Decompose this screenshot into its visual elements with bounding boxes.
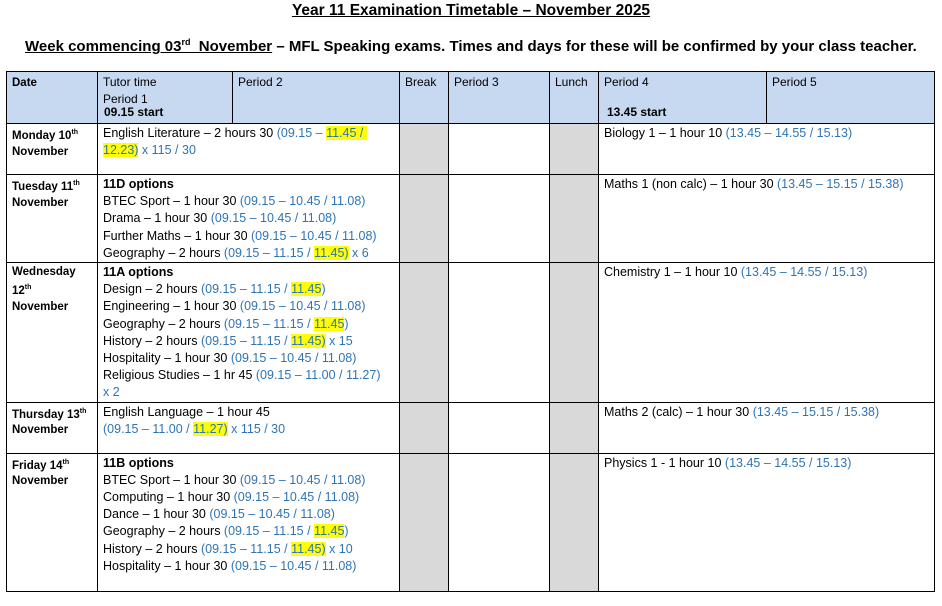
morning-exams	[98, 402, 400, 453]
exam-line	[103, 281, 394, 298]
day-row	[7, 402, 935, 453]
exam-end-time-highlight: 11.45 /	[326, 126, 367, 140]
exam-line	[103, 367, 394, 384]
exam-line	[103, 350, 394, 367]
header-lunch: Lunch	[550, 72, 599, 124]
exam-times: (09.15 – 11.15 /	[223, 524, 315, 539]
exam-line	[103, 489, 394, 506]
exam-subject: English Language – 1 hour 45	[103, 404, 270, 419]
exam-subject: Physics 1 - 1 hour 10	[604, 455, 725, 470]
exam-times: x 2	[103, 385, 120, 400]
exam-times: (13.45 – 14.55 / 15.13)	[740, 265, 868, 280]
day-name: Thursday 13	[12, 408, 80, 421]
day-row	[7, 263, 935, 403]
exam-line	[103, 472, 394, 489]
exam-subject: Biology 1 – 1 hour 10	[604, 126, 726, 140]
exam-line	[103, 421, 394, 438]
date-cell	[7, 124, 98, 175]
exam-times: (09.15 – 10.45 / 11.08)	[209, 507, 335, 522]
week-sup: rd	[181, 37, 191, 47]
exam-times: (09.15 – 11.15 /	[200, 541, 292, 556]
exam-subject: English Literature – 2 hours 30	[103, 126, 277, 140]
exam-end-time-highlight: 11.27)	[193, 421, 228, 436]
period3-cell	[449, 175, 550, 263]
exam-times: )	[321, 282, 326, 297]
exam-line	[103, 125, 394, 142]
exam-end-time-highlight: 12.23)	[103, 143, 139, 158]
day-month: November	[12, 145, 69, 158]
exam-subject: Geography – 2 hours	[103, 524, 224, 539]
break-cell	[400, 124, 449, 175]
exam-times: (09.15 –	[276, 126, 327, 140]
exam-times: (09.15 – 10.45 / 11.08)	[239, 472, 366, 487]
exam-subject: Dance – 1 hour 30	[103, 507, 210, 522]
morning-exams	[98, 453, 400, 591]
exam-subject: Chemistry 1 – 1 hour 10	[604, 265, 741, 280]
day-month: November	[12, 424, 69, 437]
exam-times: (09.15 – 11.15 /	[200, 333, 292, 348]
afternoon-exams	[599, 402, 935, 453]
option-title: 11B options	[103, 455, 174, 470]
exam-times: (09.15 – 10.45 / 11.08)	[230, 558, 357, 573]
date-cell	[7, 453, 98, 591]
lunch-cell	[550, 175, 599, 263]
day-sup: th	[73, 180, 80, 187]
exam-line	[103, 384, 394, 401]
afternoon-exams	[599, 453, 935, 591]
day-sup: th	[79, 407, 87, 415]
lunch-cell	[550, 453, 599, 591]
day-month: November	[12, 300, 69, 313]
option-title: 11D options	[103, 177, 174, 191]
exam-subject: Maths 1 (non calc) – 1 hour 30	[604, 177, 778, 191]
exam-times: (13.45 – 15.15 / 15.38)	[777, 177, 904, 191]
exam-times: x 115 / 30	[138, 143, 196, 158]
exam-times: (09.15 – 11.15 /	[223, 316, 315, 331]
exam-times: x 15	[325, 333, 353, 348]
p4-start: 13.45 start	[607, 105, 667, 119]
header-period4: Period 4	[599, 72, 767, 124]
exam-subject: Maths 2 (calc) – 1 hour 30	[604, 404, 753, 419]
exam-subject: History – 2 hours	[103, 541, 201, 556]
afternoon-exams	[599, 124, 935, 175]
afternoon-exams	[599, 175, 935, 263]
date-cell	[7, 263, 98, 403]
exam-line	[103, 558, 394, 575]
day-name: Friday 14	[12, 459, 63, 472]
exam-subject: History – 2 hours	[103, 333, 201, 348]
exam-line	[103, 210, 394, 227]
exam-line	[103, 298, 394, 315]
header-period1: Period 1	[103, 92, 148, 107]
period3-cell	[449, 124, 550, 175]
day-name: Monday 10	[12, 129, 72, 142]
morning-exams	[98, 175, 400, 263]
exam-end-time-highlight: 11.45	[291, 282, 322, 297]
day-sup: th	[24, 284, 32, 292]
exam-times: (13.45 – 15.15 / 15.38)	[752, 404, 880, 419]
exam-end-time-highlight: 11.45)	[314, 245, 349, 260]
day-name: Wednesday	[12, 266, 76, 279]
afternoon-exams	[599, 263, 935, 403]
exam-line	[103, 316, 394, 333]
exam-end-time-highlight: 11.45)	[291, 541, 326, 556]
header-tutor-time: Tutor time	[103, 75, 157, 89]
header-period3: Period 3	[449, 72, 550, 124]
day-month: November	[12, 475, 69, 488]
break-cell	[400, 263, 449, 403]
day-row	[7, 124, 935, 175]
exam-line	[103, 245, 394, 262]
exam-times: (09.15 – 10.45 / 11.08)	[230, 351, 357, 366]
exam-subject: BTEC Sport – 1 hour 30	[103, 472, 240, 487]
exam-times: (09.15 – 11.00 / 11.27)	[255, 368, 381, 383]
break-cell	[400, 175, 449, 263]
exam-subject: Geography – 2 hours	[103, 316, 224, 331]
exam-times: (09.15 – 11.15 /	[200, 282, 292, 297]
exam-times: )	[344, 524, 349, 539]
header-period5: Period 5	[767, 72, 935, 124]
morning-exams	[98, 124, 400, 175]
exam-times: x 10	[325, 541, 353, 556]
exam-times: (13.45 – 14.55 / 15.13)	[724, 455, 852, 470]
day-row	[7, 175, 935, 263]
exam-line	[103, 523, 394, 540]
exam-subject: Design – 2 hours	[103, 282, 201, 297]
exam-subject: Geography – 2 hours	[103, 245, 224, 260]
exam-end-time-highlight: 11.45	[314, 316, 345, 331]
header-break: Break	[400, 72, 449, 124]
day-row	[7, 453, 935, 591]
exam-subject: Further Maths – 1 hour 30	[103, 228, 251, 243]
exam-times: x 115 / 30	[227, 421, 286, 436]
day-name: Tuesday 11	[12, 180, 74, 193]
exam-times: (09.15 – 10.45 / 11.08)	[239, 299, 366, 314]
exam-line	[103, 404, 394, 421]
date-cell	[7, 175, 98, 263]
break-cell	[400, 453, 449, 591]
exam-subject: BTEC Sport – 1 hour 30	[103, 194, 240, 209]
exam-times: (09.15 – 11.15 /	[223, 245, 315, 260]
exam-times: (09.15 – 10.45 / 11.08)	[251, 228, 377, 243]
exam-times: (13.45 – 14.55 / 15.13)	[725, 126, 853, 140]
page-title: Year 11 Examination Timetable – November 2025	[291, 2, 651, 19]
exam-end-time-highlight: 11.45)	[291, 333, 326, 348]
lunch-cell	[550, 402, 599, 453]
week-label: Week commencing 03	[25, 38, 182, 55]
exam-times: (09.15 – 10.45 / 11.08)	[239, 194, 366, 209]
day-month: November	[12, 196, 69, 209]
exam-times: )	[344, 316, 349, 331]
exam-times: (09.15 – 11.00 /	[103, 421, 194, 436]
exam-times: x 6	[348, 245, 369, 260]
exam-subject: Religious Studies – 1 hr 45	[103, 368, 256, 383]
option-title: 11A options	[103, 265, 174, 280]
exam-line	[103, 193, 394, 210]
exam-subject: Hospitality – 1 hour 30	[103, 558, 231, 573]
p1-start: 09.15 start	[104, 105, 164, 119]
lunch-cell	[550, 263, 599, 403]
timetable	[6, 71, 935, 592]
subtitle	[25, 37, 917, 55]
header-date: Date	[7, 72, 98, 124]
exam-line	[103, 228, 394, 245]
lunch-cell	[550, 124, 599, 175]
exam-subject: Computing – 1 hour 30	[103, 490, 234, 505]
exam-line	[103, 541, 394, 558]
exam-end-time-highlight: 11.45	[314, 524, 345, 539]
subtitle-note: – MFL Speaking exams. Times and days for these will be confirmed by your class teacher.	[272, 38, 917, 55]
exam-times: (09.15 – 10.45 / 11.08)	[210, 211, 337, 226]
date-cell	[7, 402, 98, 453]
exam-subject: Hospitality – 1 hour 30	[103, 351, 231, 366]
exam-subject: Engineering – 1 hour 30	[103, 299, 240, 314]
exam-line	[103, 142, 394, 159]
period3-cell	[449, 263, 550, 403]
period3-cell	[449, 402, 550, 453]
exam-line	[103, 333, 394, 350]
exam-times: (09.15 – 10.45 / 11.08)	[233, 490, 360, 505]
exam-line	[103, 506, 394, 523]
morning-exams	[98, 263, 400, 403]
day-sup: th	[62, 458, 70, 466]
header-period2: Period 2	[233, 72, 400, 124]
exam-subject: Drama – 1 hour 30	[103, 211, 211, 226]
break-cell	[400, 402, 449, 453]
day-sup: th	[71, 129, 79, 136]
week-month: November	[190, 38, 273, 55]
day-number: 12	[12, 284, 25, 297]
period3-cell	[449, 453, 550, 591]
